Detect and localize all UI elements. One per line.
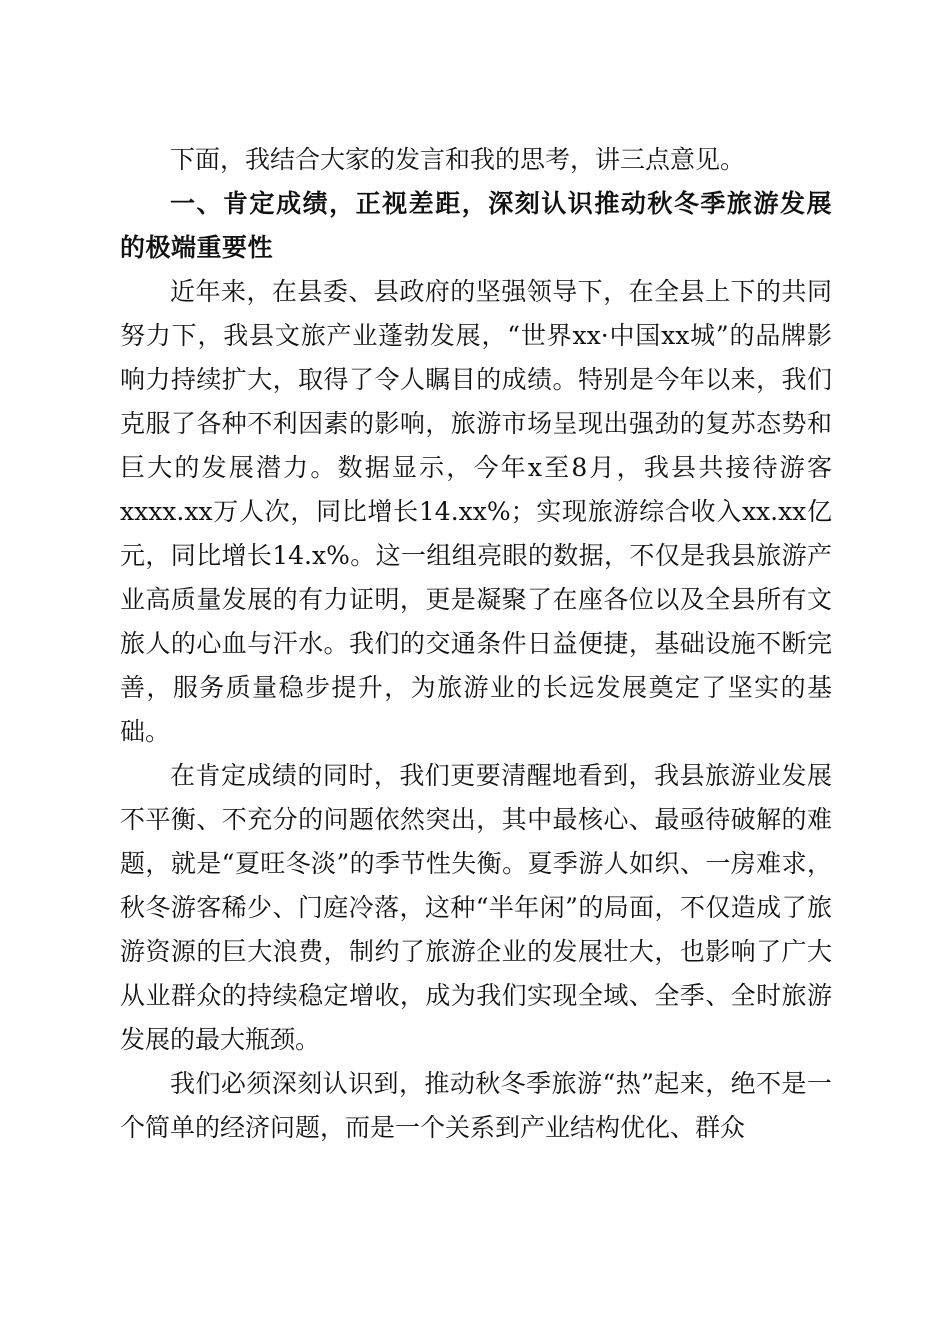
document-page (120, 138, 832, 1150)
body-paragraph-importance: 我们必须深刻认识到，推动秋冬季旅游“热”起来，绝不是一个简单的经济问题，而是一个关系到产业结构优化、群众 (120, 1069, 832, 1142)
body-paragraph-gaps: 在肯定成绩的同时，我们更要清醒地看到，我县旅游业发展不平衡、不充分的问题依然突出，其中最核心、最亟待破解的难题，就是“夏旺冬淡”的季节性失衡。夏季游人如织、一房难求，秋冬游客稀少、门庭冷落，这种“半年闲”的局面，不仅造成了旅游资源的巨大浪费，制约了旅游企业的发展壮大，也影响了广大从业群众的持续稳定增收，成为我们实现全域、全季、全时旅游发展的最大瓶颈。 (120, 761, 832, 1054)
body-paragraph-achievements: 近年来，在县委、县政府的坚强领导下，在全县上下的共同努力下，我县文旅产业蓬勃发展，“世界xx·中国xx城”的品牌影响力持续扩大，取得了令人瞩目的成绩。特别是今年以来，我们克服了各种不利因素的影响，旅游市场呈现出强劲的复苏态势和巨大的发展潜力。数据显示，今年x至8月，我县共接待游客xxxx.xx万人次，同比增长14.xx%；实现旅游综合收入xx.xx亿元，同比增长14.x%。这一组组亮眼的数据，不仅是我县旅游产业高质量发展的有力证明，更是凝聚了在座各位以及全县所有文旅人的心血与汗水。我们的交通条件日益便捷，基础设施不断完善，服务质量稳步提升，为旅游业的长远发展奠定了坚实的基础。 (120, 277, 832, 746)
section-heading: 一、肯定成绩，正视差距，深刻认识推动秋冬季旅游发展的极端重要性 (120, 189, 832, 262)
opening-paragraph: 下面，我结合大家的发言和我的思考，讲三点意见。 (170, 145, 746, 174)
